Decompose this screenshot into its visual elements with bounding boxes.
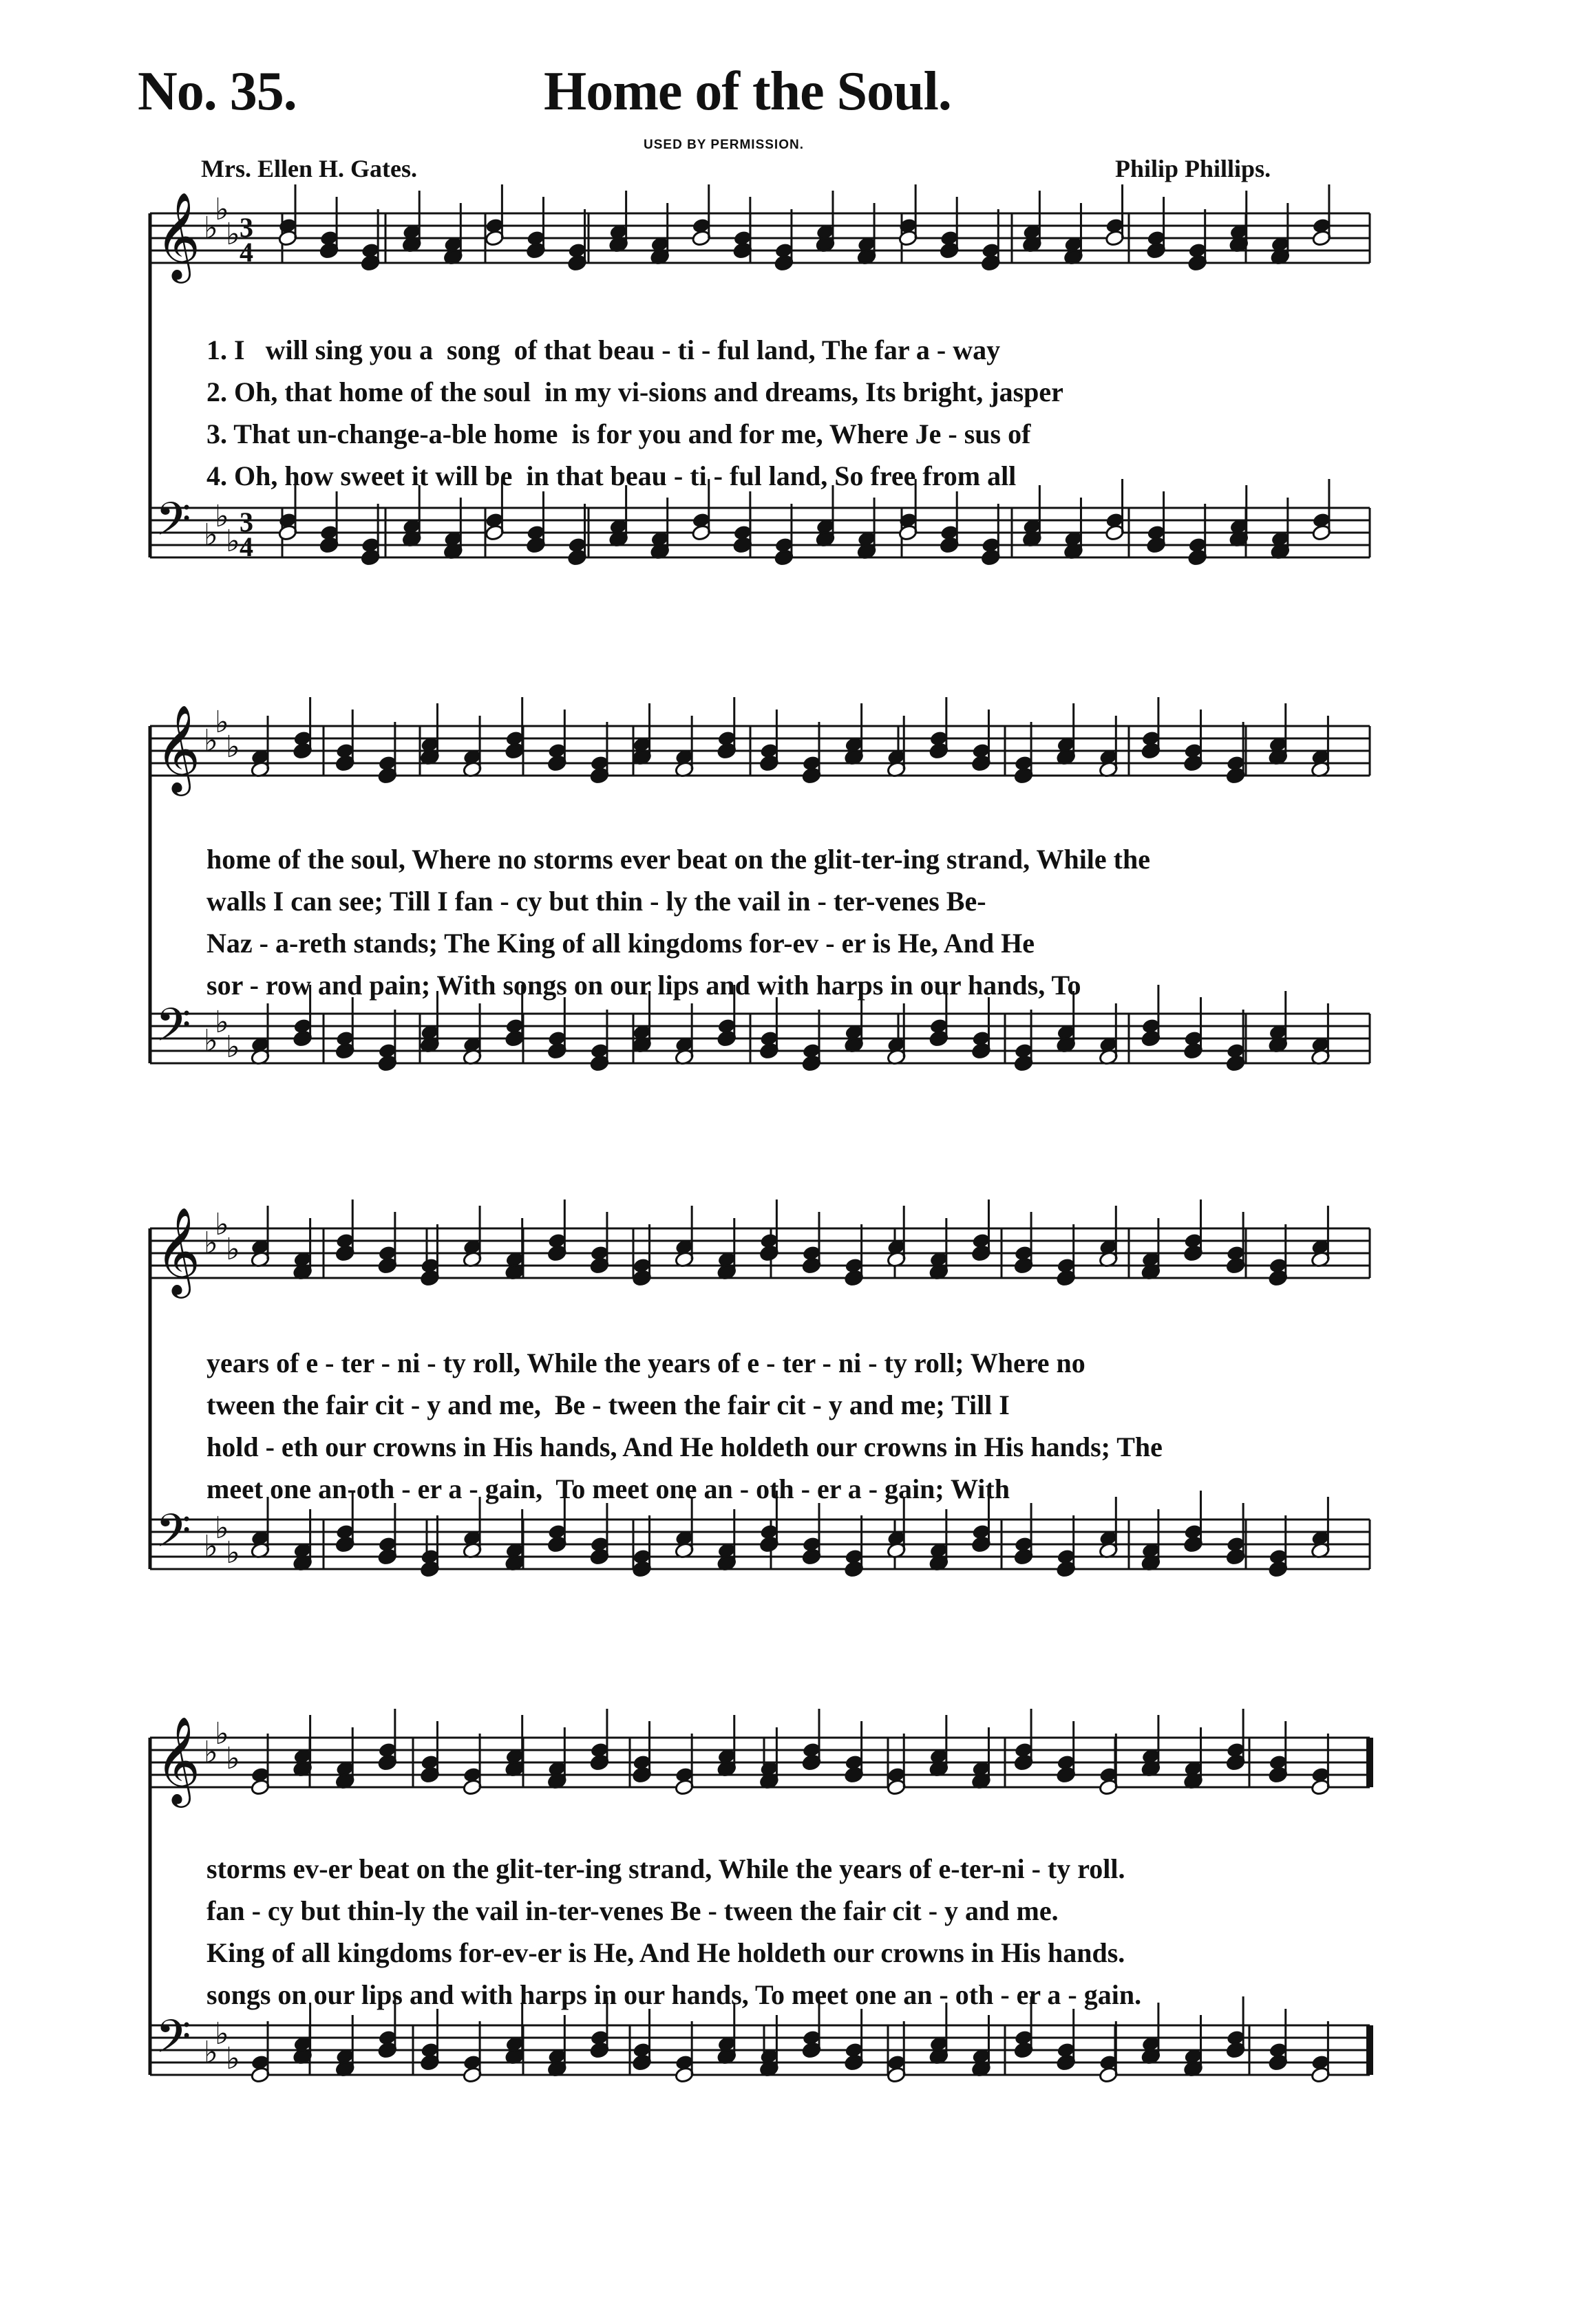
lyric-verse-1: storms ev-er beat on the glit-ter-ing strand, While the years of e-ter-ni - ty roll. — [206, 1853, 1125, 1884]
hymn-number: No. 35. — [138, 61, 297, 122]
flat-icon: ♭ — [215, 1511, 229, 1546]
lyric-verse-4: sor - row and pain; With songs on our lips and with harps in our hands, To — [206, 970, 1081, 1001]
lyrics-system-2 — [206, 838, 1397, 1006]
time-signature-top: 3 — [240, 507, 253, 537]
bass-clef-icon: 𝄢 — [156, 2010, 191, 2074]
flat-icon: ♭ — [226, 1741, 240, 1776]
lyric-verse-4: songs on our lips and with harps in our hands, To meet one an - oth - er a - gain. — [206, 1979, 1142, 2010]
flat-icon: ♭ — [204, 1226, 218, 1261]
flat-icon: ♭ — [226, 2041, 240, 2076]
flat-icon: ♭ — [204, 2035, 218, 2070]
bass-clef-icon: 𝄢 — [156, 999, 191, 1063]
flat-icon: ♭ — [204, 1023, 218, 1058]
lyrics-system-4 — [206, 1848, 1397, 2016]
lyric-verse-3: King of all kingdoms for-ev-er is He, And He holdeth our crowns in His hands. — [206, 1937, 1125, 1968]
flat-icon: ♭ — [226, 524, 240, 559]
lyric-verse-4: 4. Oh, how sweet it will be in that beau - ti - ful land, So free from all — [206, 460, 1017, 491]
flat-icon: ♭ — [204, 1735, 218, 1770]
bass-clef-icon: 𝄢 — [156, 493, 191, 557]
treble-clef-icon: 𝄞 — [156, 191, 201, 279]
lyric-verse-1: home of the soul, Where no storms ever beat on the glit-ter-ing strand, While the — [206, 844, 1150, 875]
flat-icon: ♭ — [226, 1535, 240, 1570]
flat-icon: ♭ — [226, 1030, 240, 1065]
flat-icon: ♭ — [215, 192, 229, 227]
flat-icon: ♭ — [215, 1207, 229, 1242]
flat-icon: ♭ — [204, 211, 218, 246]
hymn-title: Home of the Soul. — [544, 61, 951, 122]
flat-icon: ♭ — [215, 705, 229, 740]
flat-icon: ♭ — [204, 1529, 218, 1564]
flat-icon: ♭ — [215, 1005, 229, 1040]
flat-icon: ♭ — [226, 729, 240, 765]
flat-icon: ♭ — [204, 518, 218, 553]
lyric-verse-3: hold - eth our crowns in His hands, And He holdeth our crowns in His hands; The — [206, 1431, 1163, 1462]
lyric-verse-4: meet one an-oth - er a - gain, To meet one an - oth - er a - gain; With — [206, 1473, 1010, 1504]
lyrics-system-1 — [206, 329, 1397, 497]
treble-clef-icon: 𝄞 — [156, 1716, 201, 1804]
lyric-verse-1: 1. I will sing you a song of that beau - ti - ful land, The far a - way — [206, 334, 1001, 365]
flat-icon: ♭ — [226, 1232, 240, 1267]
flat-icon: ♭ — [215, 1716, 229, 1751]
treble-clef-icon: 𝄞 — [156, 1206, 201, 1294]
time-signature-top: 3 — [240, 212, 253, 243]
flat-icon: ♭ — [215, 2016, 229, 2051]
lyrics-system-3 — [206, 1342, 1397, 1510]
lyricist-credit: Mrs. Ellen H. Gates. — [201, 155, 417, 182]
lyric-verse-2: tween the fair cit - y and me, Be - tween the fair cit - y and me; Till I — [206, 1389, 1010, 1420]
lyric-verse-3: Naz - a-reth stands; The King of all kingdoms for-ev - er is He, And He — [206, 928, 1035, 959]
composer-credit: Philip Phillips. — [1115, 155, 1271, 182]
bass-clef-icon: 𝄢 — [156, 1504, 191, 1568]
time-signature-bottom: 4 — [240, 531, 253, 562]
lyric-verse-2: 2. Oh, that home of the soul in my vi-sions and dreams, Its bright, jasper — [206, 376, 1063, 407]
lyric-verse-1: years of e - ter - ni - ty roll, While the years of e - ter - ni - ty roll; Where no — [206, 1347, 1085, 1378]
flat-icon: ♭ — [226, 217, 240, 252]
flat-icon: ♭ — [215, 499, 229, 534]
lyric-verse-2: walls I can see; Till I fan - cy but thin - ly the vail in - ter-venes Be- — [206, 886, 986, 917]
lyric-verse-2: fan - cy but thin-ly the vail in-ter-venes Be - tween the fair cit - y and me. — [206, 1895, 1059, 1926]
time-signature-bottom: 4 — [240, 237, 253, 268]
lyric-verse-3: 3. That un-change-a-ble home is for you and for me, Where Je - sus of — [206, 418, 1031, 449]
flat-icon: ♭ — [204, 723, 218, 758]
treble-clef-icon: 𝄞 — [156, 704, 201, 792]
permission-note: USED BY PERMISSION. — [644, 138, 804, 152]
